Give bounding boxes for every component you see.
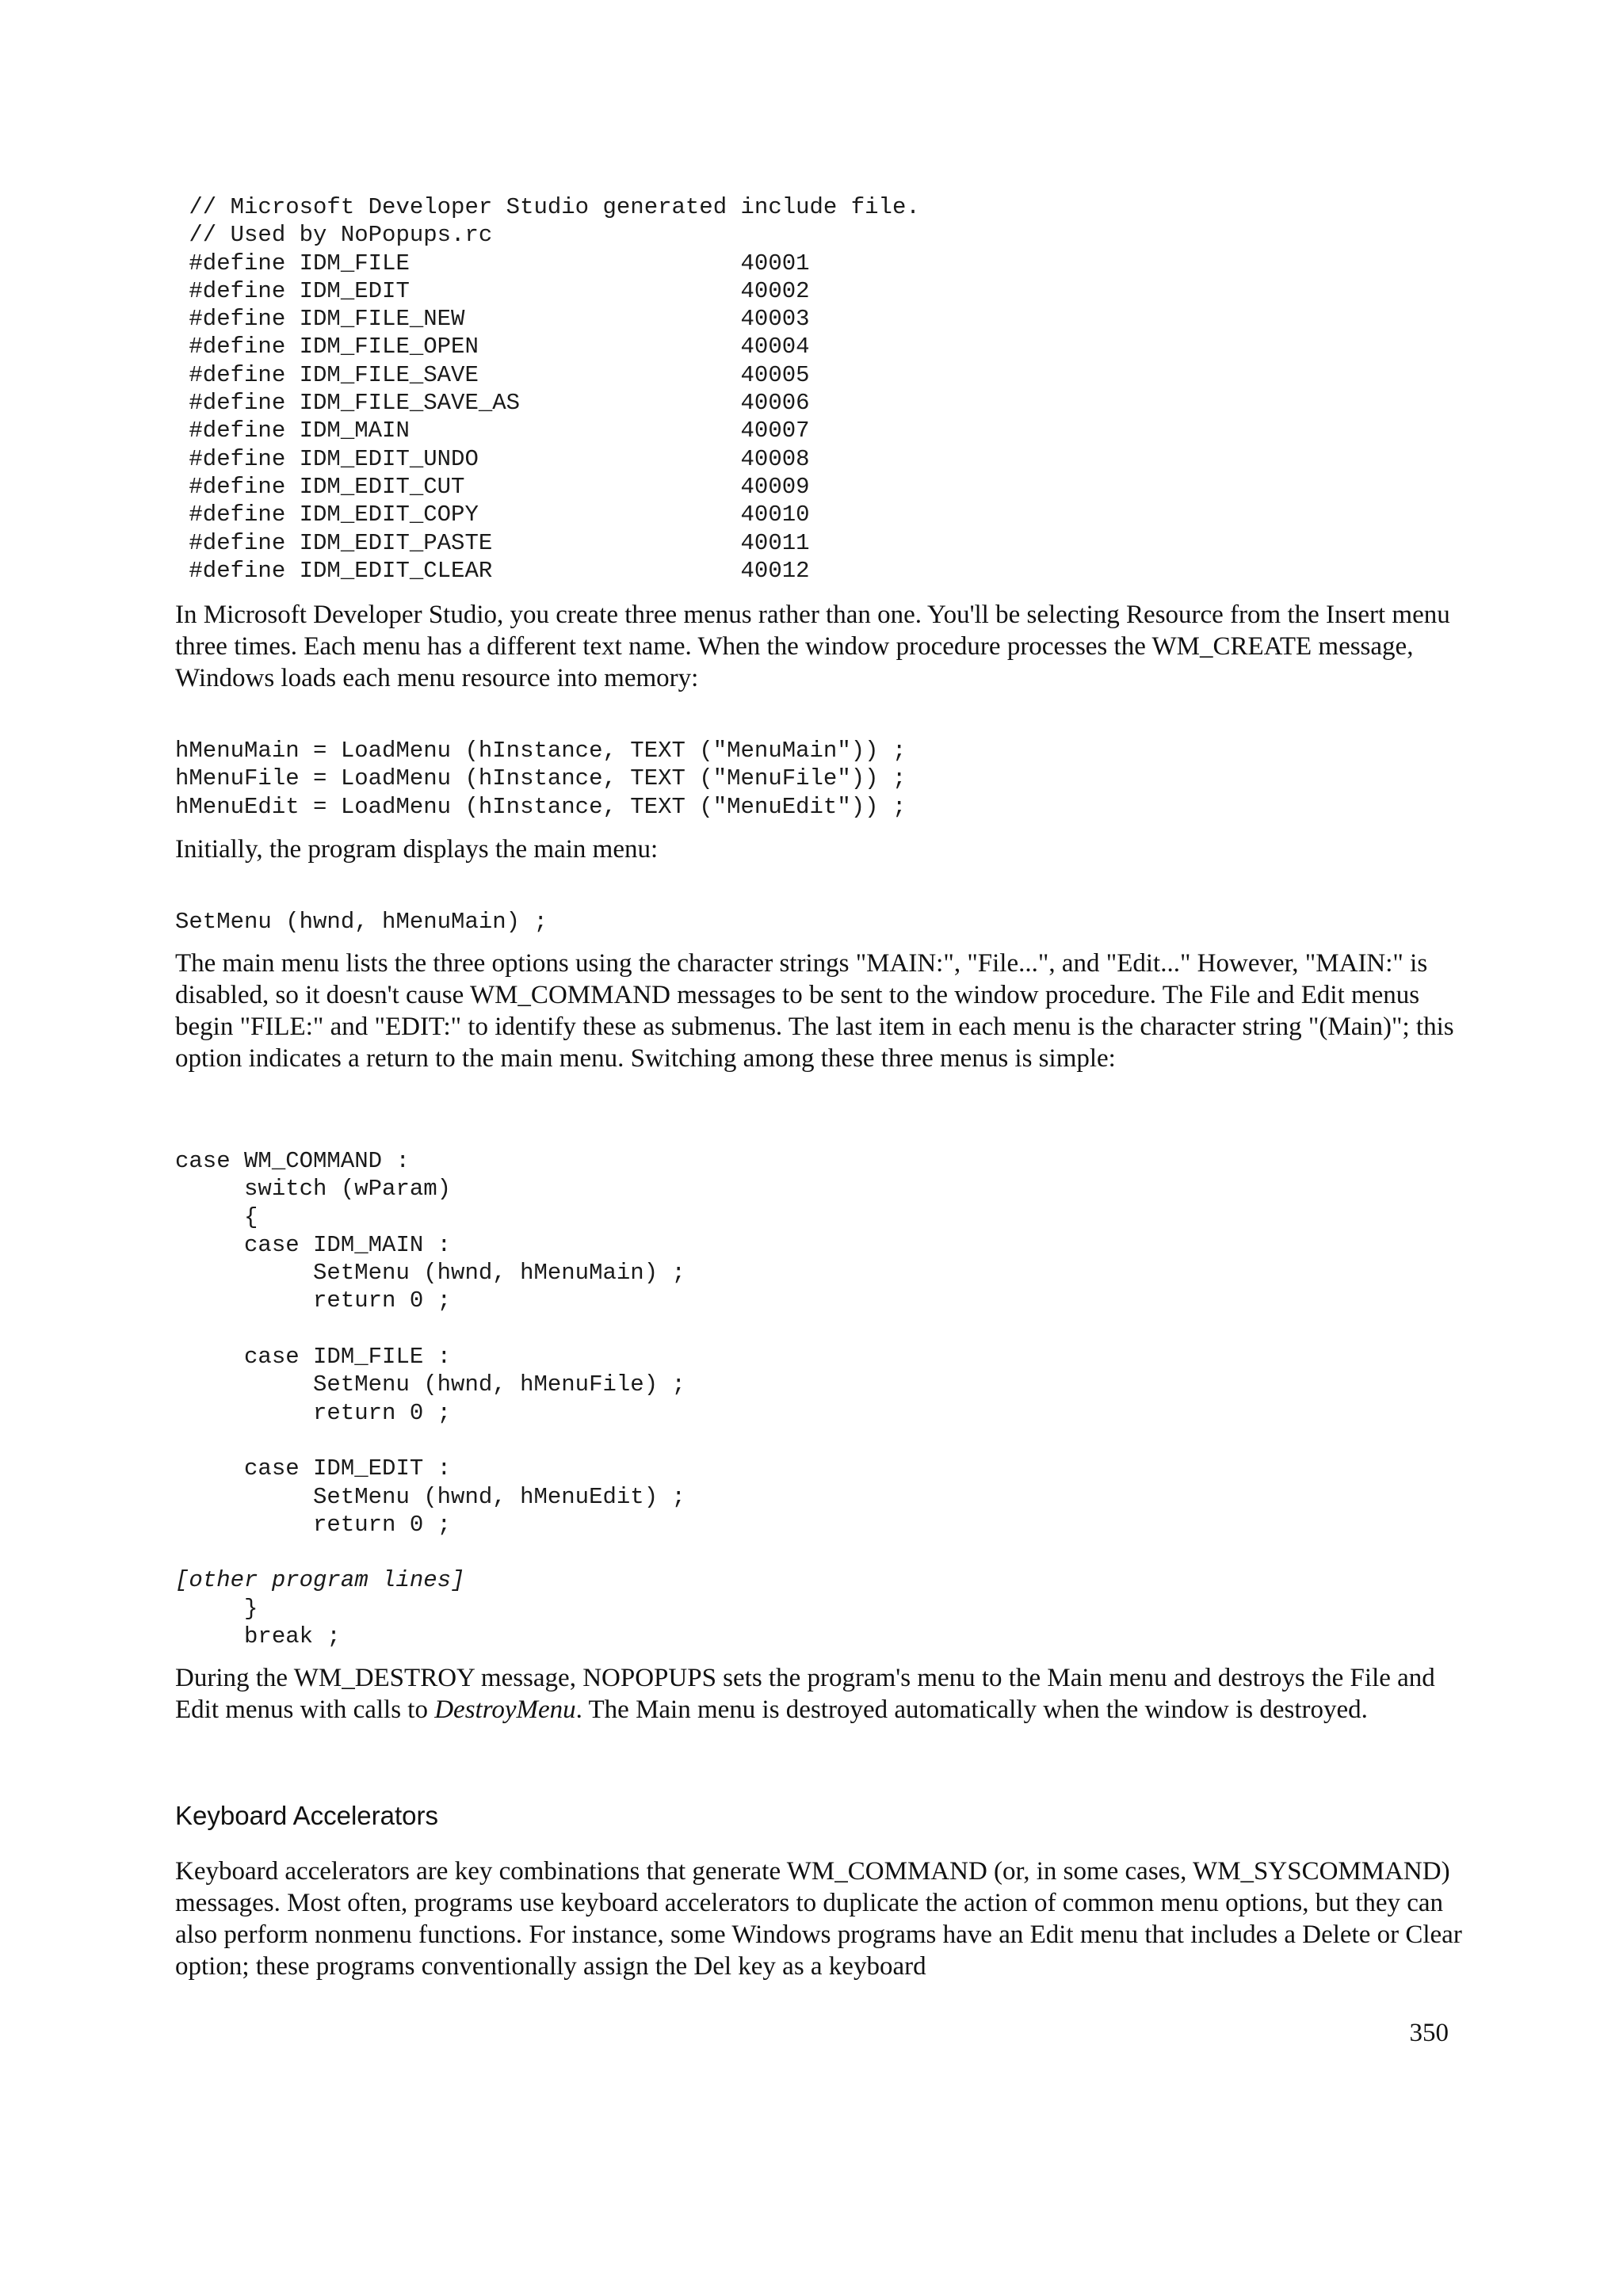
- paragraph-initially: Initially, the program displays the main menu:: [175, 835, 659, 864]
- code-line: return 0 ;: [175, 1287, 452, 1314]
- page-number: 350: [1409, 2019, 1449, 2047]
- code-line: break ;: [175, 1623, 341, 1650]
- code-line: case IDM_MAIN :: [175, 1231, 452, 1258]
- paragraph-destroy: [175, 1662, 1475, 1726]
- code-line: #define IDM_FILE_NEW 40003: [175, 306, 810, 333]
- code-line: return 0 ;: [175, 1511, 452, 1538]
- code-line: {: [175, 1203, 258, 1230]
- paragraph-destroy-text-after: . The Main menu is destroyed automatically when the window is destroyed.: [575, 1695, 1368, 1724]
- destroymenu-function-name: DestroyMenu: [434, 1695, 576, 1724]
- code-line: #define IDM_FILE_SAVE_AS 40006: [175, 390, 810, 417]
- code-line: case WM_COMMAND :: [175, 1148, 410, 1174]
- paragraph-main-menu: The main menu lists the three options using the character strings "MAIN:", "File...", and "Edit..." However, "MAIN:" is disabled, so it doesn't cause WM_COMMAND messages to be sent to the window procedure. The File and Edit menus begin "FILE:" and "EDIT:" to identify these as submenus. The last item in each menu is the character string "(Main)"; this option indicates a return to the main menu. Switching among these three menus is simple:: [175, 949, 1454, 1073]
- code-line: #define IDM_FILE 40001: [175, 250, 810, 277]
- code-block-resource-header: [175, 193, 920, 585]
- code-line: return 0 ;: [175, 1399, 452, 1426]
- code-line: }: [175, 1595, 258, 1622]
- code-line: case IDM_EDIT :: [175, 1455, 452, 1482]
- code-line: hMenuMain = LoadMenu (hInstance, TEXT ("MenuMain")) ;: [175, 738, 907, 764]
- code-line: switch (wParam): [175, 1176, 452, 1203]
- code-line: #define IDM_EDIT_CUT 40009: [175, 473, 810, 500]
- code-line: #define IDM_EDIT_PASTE 40011: [175, 529, 810, 556]
- code-line: hMenuEdit = LoadMenu (hInstance, TEXT ("MenuEdit")) ;: [175, 793, 907, 820]
- code-line: SetMenu (hwnd, hMenuMain) ;: [175, 1260, 685, 1287]
- code-line: #define IDM_FILE_SAVE 40005: [175, 361, 810, 388]
- code-line: // Used by NoPopups.rc: [175, 222, 493, 249]
- code-line: [175, 1315, 685, 1343]
- code-line: hMenuFile = LoadMenu (hInstance, TEXT ("MenuFile")) ;: [175, 765, 907, 792]
- code-line: // Microsoft Developer Studio generated include file.: [175, 194, 920, 220]
- code-placeholder-line: [other program lines]: [175, 1567, 465, 1594]
- paragraph-destroy-text-before: During the WM_DESTROY message, NOPOPUPS sets the program's menu to the Main menu and destroys the File and Edit menus with calls to: [175, 1664, 1435, 1724]
- section-heading-keyboard-accelerators: Keyboard Accelerators: [175, 1801, 439, 1830]
- code-line: [175, 1539, 685, 1566]
- code-line: #define IDM_EDIT_CLEAR 40012: [175, 557, 810, 584]
- code-line: [175, 1427, 685, 1455]
- paragraph-three-menus: In Microsoft Developer Studio, you create three menus rather than one. You'll be selecting Resource from the Insert menu three times. Each menu has a different text name. When the window procedure processes the WM_CREATE message, Windows loads each menu resource into memory:: [175, 601, 1450, 692]
- code-line: SetMenu (hwnd, hMenuMain) ;: [175, 909, 548, 935]
- code-line: #define IDM_MAIN 40007: [175, 418, 810, 444]
- code-line: #define IDM_EDIT_COPY 40010: [175, 502, 810, 528]
- code-line: SetMenu (hwnd, hMenuFile) ;: [175, 1371, 685, 1398]
- code-line: case IDM_FILE :: [175, 1344, 452, 1371]
- code-block-switch: [175, 1147, 685, 1650]
- paragraph-accelerators: Keyboard accelerators are key combinations that generate WM_COMMAND (or, in some cases, WM_SYSCOMMAND) messages. Most often, programs use keyboard accelerators to duplicate the action of common menu options, but they can also perform nonmenu functions. For instance, some Windows programs have an Edit menu that includes a Delete or Clear option; these programs conventionally assign the Del key as a keyboard: [175, 1857, 1462, 1981]
- code-block-loadmenu: [175, 737, 906, 821]
- code-line: #define IDM_EDIT 40002: [175, 277, 810, 304]
- code-line: #define IDM_EDIT_UNDO 40008: [175, 445, 810, 472]
- code-line: #define IDM_FILE_OPEN 40004: [175, 334, 810, 360]
- code-block-setmenu: [175, 908, 548, 936]
- code-line: SetMenu (hwnd, hMenuEdit) ;: [175, 1483, 685, 1510]
